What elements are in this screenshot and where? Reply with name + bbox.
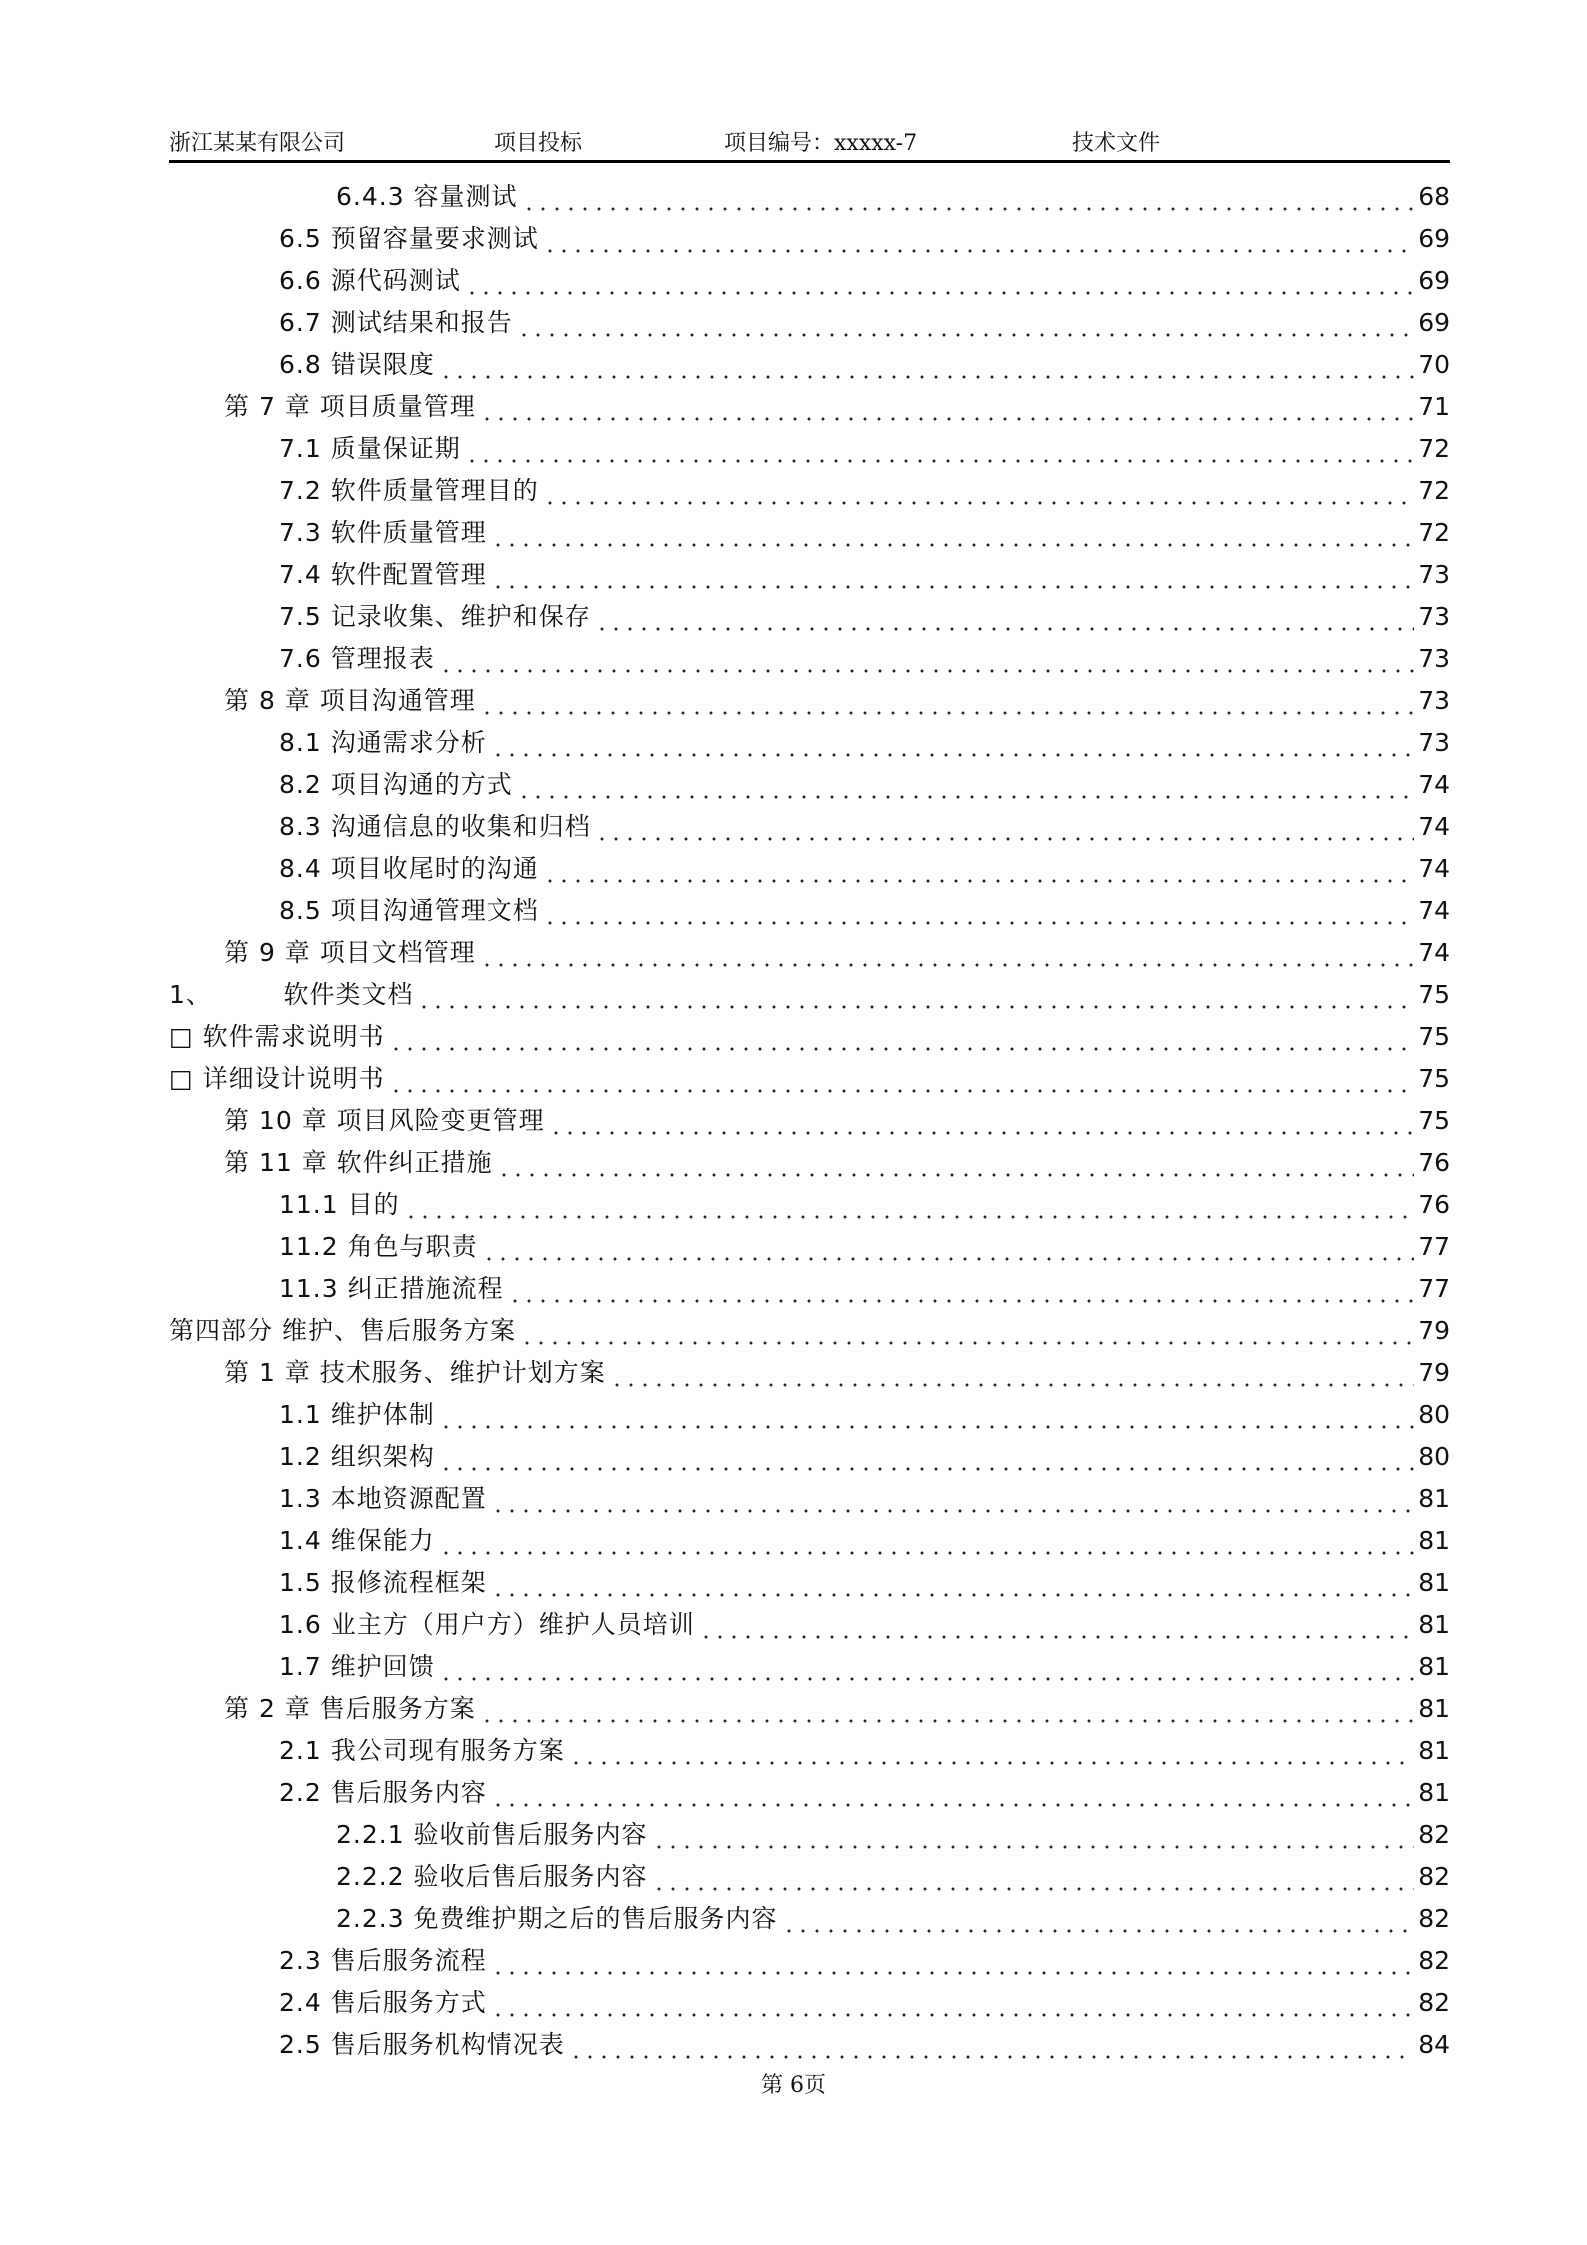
- toc-entry-title: 2.2 售后服务内容: [279, 1778, 487, 1807]
- dot-leader: [389, 1021, 1415, 1051]
- header-project: 项目投标: [494, 131, 583, 156]
- dot-leader: [480, 937, 1414, 967]
- toc-entry-page: 82: [1418, 1904, 1450, 1933]
- toc-entry[interactable]: [169, 1814, 1450, 1856]
- toc-entry[interactable]: [169, 218, 1450, 260]
- dot-leader: [595, 811, 1414, 841]
- toc-entry-title: 第 2 章 售后服务方案: [224, 1694, 476, 1723]
- toc-entry-title: 1.1 维护体制: [279, 1400, 435, 1429]
- toc-entry[interactable]: [169, 470, 1450, 512]
- toc-entry[interactable]: [169, 1478, 1450, 1520]
- toc-entry-title: 7.2 软件质量管理目的: [279, 476, 539, 505]
- toc-entry-page: 81: [1418, 1736, 1450, 1765]
- toc-entry[interactable]: [169, 1940, 1450, 1982]
- toc-entry[interactable]: [169, 1520, 1450, 1562]
- toc-entry-title: 第四部分 维护、售后服务方案: [169, 1316, 516, 1345]
- toc-entry[interactable]: [169, 176, 1450, 218]
- toc-entry[interactable]: [169, 1226, 1450, 1268]
- toc-entry-title: 1.3 本地资源配置: [279, 1484, 487, 1513]
- toc-entry-title: 8.4 项目收尾时的沟通: [279, 854, 539, 883]
- toc-entry-title: 2.4 售后服务方式: [279, 1988, 487, 2017]
- toc-entry[interactable]: [169, 344, 1450, 386]
- dot-leader: [491, 517, 1414, 547]
- dot-leader: [404, 1189, 1415, 1219]
- toc-entry-page: 82: [1418, 1820, 1450, 1849]
- toc-entry-page: 82: [1418, 1862, 1450, 1891]
- toc-entry-title: 7.4 软件配置管理: [279, 560, 487, 589]
- toc-entry[interactable]: [169, 932, 1450, 974]
- toc-entry-page: 81: [1418, 1610, 1450, 1639]
- dot-leader: [491, 1483, 1414, 1513]
- toc-entry[interactable]: [169, 848, 1450, 890]
- dot-leader: [480, 1693, 1414, 1723]
- toc-entry-title: 11.3 纠正措施流程: [279, 1274, 504, 1303]
- toc-entry[interactable]: [169, 1856, 1450, 1898]
- toc-entry-title: 2.1 我公司现有服务方案: [279, 1736, 565, 1765]
- toc-entry[interactable]: [169, 722, 1450, 764]
- dot-leader: [522, 181, 1415, 211]
- toc-entry-page: 74: [1418, 896, 1450, 925]
- page-header: [169, 124, 1450, 160]
- toc-entry[interactable]: [169, 1394, 1450, 1436]
- toc-entry-page: 82: [1418, 1946, 1450, 1975]
- toc-entry[interactable]: [169, 1898, 1450, 1940]
- dot-leader: [491, 727, 1414, 757]
- toc-entry-title: 8.2 项目沟通的方式: [279, 770, 513, 799]
- toc-entry[interactable]: [169, 680, 1450, 722]
- dot-leader: [569, 2029, 1414, 2059]
- toc-entry[interactable]: [169, 428, 1450, 470]
- toc-entry-page: 74: [1418, 770, 1450, 799]
- header-project-code: 项目编号：xxxxx-7: [724, 131, 918, 156]
- toc-entry-title: 1.4 维保能力: [279, 1526, 435, 1555]
- toc-entry-title: 8.3 沟通信息的收集和归档: [279, 812, 591, 841]
- dot-leader: [520, 1315, 1414, 1345]
- toc-entry-page: 73: [1418, 644, 1450, 673]
- toc-entry-title: 8.5 项目沟通管理文档: [279, 896, 539, 925]
- toc-entry[interactable]: [169, 806, 1450, 848]
- dot-leader: [439, 643, 1414, 673]
- toc-entry-page: 72: [1418, 518, 1450, 547]
- dot-leader: [652, 1819, 1415, 1849]
- toc-entry-page: 81: [1418, 1484, 1450, 1513]
- toc-entry[interactable]: [169, 1562, 1450, 1604]
- toc-entry[interactable]: [169, 1646, 1450, 1688]
- toc-entry-title: 第 1 章 技术服务、维护计划方案: [224, 1358, 606, 1387]
- toc-entry[interactable]: [169, 302, 1450, 344]
- toc-entry-title: 第 8 章 项目沟通管理: [224, 686, 476, 715]
- toc-entry[interactable]: [169, 596, 1450, 638]
- toc-entry-title: 1.6 业主方（用户方）维护人员培训: [279, 1610, 695, 1639]
- toc-entry-page: 75: [1418, 1106, 1450, 1135]
- dot-leader: [439, 1525, 1414, 1555]
- toc-entry-page: 72: [1418, 434, 1450, 463]
- toc-entry[interactable]: [169, 1688, 1450, 1730]
- toc-entry-page: 76: [1418, 1148, 1450, 1177]
- toc-entry-page: 69: [1418, 308, 1450, 337]
- toc-entry-title: 第 7 章 项目质量管理: [224, 392, 476, 421]
- toc-entry[interactable]: [169, 1772, 1450, 1814]
- toc-entry-title: □ 软件需求说明书: [169, 1022, 385, 1051]
- toc-entry-page: 79: [1418, 1358, 1450, 1387]
- toc-entry-page: 81: [1418, 1778, 1450, 1807]
- toc-entry-page: 73: [1418, 602, 1450, 631]
- toc-entry-page: 69: [1418, 266, 1450, 295]
- toc-entry-title: 1.2 组织架构: [279, 1442, 435, 1471]
- dot-leader: [543, 223, 1414, 253]
- dot-leader: [569, 1735, 1414, 1765]
- dot-leader: [465, 265, 1414, 295]
- toc-entry-title: 11.2 角色与职责: [279, 1232, 478, 1261]
- toc-entry-title: 2.5 售后服务机构情况表: [279, 2030, 565, 2059]
- toc-entry-title: 2.2.2 验收后售后服务内容: [336, 1862, 648, 1891]
- dot-leader: [465, 433, 1414, 463]
- toc-entry-page: 69: [1418, 224, 1450, 253]
- toc-entry[interactable]: [169, 2024, 1450, 2066]
- toc-entry[interactable]: [169, 1310, 1450, 1352]
- toc-entry-page: 81: [1418, 1694, 1450, 1723]
- dot-leader: [439, 1399, 1414, 1429]
- dot-leader: [480, 391, 1414, 421]
- toc-entry[interactable]: [169, 554, 1450, 596]
- dot-leader: [491, 1987, 1414, 2017]
- dot-leader: [595, 601, 1414, 631]
- dot-leader: [439, 1441, 1414, 1471]
- toc-entry[interactable]: [169, 512, 1450, 554]
- dot-leader: [417, 979, 1414, 1009]
- toc-entry[interactable]: [169, 1352, 1450, 1394]
- dot-leader: [491, 559, 1414, 589]
- toc-entry-title: 第 11 章 软件纠正措施: [224, 1148, 493, 1177]
- toc-entry-title: 7.5 记录收集、维护和保存: [279, 602, 591, 631]
- toc-entry[interactable]: [169, 1142, 1450, 1184]
- toc-entry-title: 1、 软件类文档: [169, 980, 414, 1009]
- toc-entry-title: 7.6 管理报表: [279, 644, 435, 673]
- page-number: 第 6页: [761, 2073, 826, 2098]
- toc-entry-page: 75: [1418, 1064, 1450, 1093]
- toc-entry-title: 6.5 预留容量要求测试: [279, 224, 539, 253]
- toc-entry-page: 70: [1418, 350, 1450, 379]
- dot-leader: [482, 1231, 1415, 1261]
- toc-entry[interactable]: [169, 1100, 1450, 1142]
- toc-entry-title: 2.2.1 验收前售后服务内容: [336, 1820, 648, 1849]
- dot-leader: [439, 349, 1414, 379]
- dot-leader: [491, 1945, 1414, 1975]
- dot-leader: [543, 475, 1414, 505]
- dot-leader: [491, 1567, 1414, 1597]
- toc-entry-title: 6.6 源代码测试: [279, 266, 461, 295]
- toc-entry[interactable]: [169, 1730, 1450, 1772]
- toc-entry-page: 77: [1418, 1274, 1450, 1303]
- toc-entry-title: 6.4.3 容量测试: [336, 182, 518, 211]
- toc-entry[interactable]: [169, 260, 1450, 302]
- dot-leader: [610, 1357, 1414, 1387]
- dot-leader: [517, 307, 1414, 337]
- toc-entry-page: 68: [1418, 182, 1450, 211]
- toc-entry-page: 75: [1418, 1022, 1450, 1051]
- dot-leader: [439, 1651, 1414, 1681]
- toc-entry[interactable]: [169, 1184, 1450, 1226]
- toc-entry-page: 81: [1418, 1568, 1450, 1597]
- toc-entry[interactable]: [169, 890, 1450, 932]
- toc-entry[interactable]: [169, 386, 1450, 428]
- header-doc-type: 技术文件: [1072, 131, 1161, 156]
- toc-entry-title: 6.8 错误限度: [279, 350, 435, 379]
- dot-leader: [782, 1903, 1415, 1933]
- toc-entry[interactable]: [169, 1982, 1450, 2024]
- table-of-contents: [169, 176, 1450, 2066]
- toc-entry-page: 73: [1418, 686, 1450, 715]
- toc-entry-page: 82: [1418, 1988, 1450, 2017]
- toc-entry-page: 80: [1418, 1442, 1450, 1471]
- toc-entry-page: 77: [1418, 1232, 1450, 1261]
- toc-entry-page: 79: [1418, 1316, 1450, 1345]
- toc-entry-title: 7.3 软件质量管理: [279, 518, 487, 547]
- dot-leader: [389, 1063, 1415, 1093]
- dot-leader: [549, 1105, 1415, 1135]
- toc-entry-title: 1.5 报修流程框架: [279, 1568, 487, 1597]
- toc-entry-page: 72: [1418, 476, 1450, 505]
- header-rule: [169, 160, 1450, 163]
- toc-entry[interactable]: [169, 974, 1450, 1016]
- toc-entry-page: 76: [1418, 1190, 1450, 1219]
- dot-leader: [508, 1273, 1415, 1303]
- toc-entry-page: 71: [1418, 392, 1450, 421]
- toc-entry[interactable]: [169, 1058, 1450, 1100]
- dot-leader: [491, 1777, 1414, 1807]
- toc-entry-title: 8.1 沟通需求分析: [279, 728, 487, 757]
- toc-entry-title: 第 10 章 项目风险变更管理: [224, 1106, 545, 1135]
- toc-entry[interactable]: [169, 1604, 1450, 1646]
- toc-entry-page: 80: [1418, 1400, 1450, 1429]
- dot-leader: [497, 1147, 1415, 1177]
- toc-entry-title: 11.1 目的: [279, 1190, 400, 1219]
- toc-entry-title: 7.1 质量保证期: [279, 434, 461, 463]
- dot-leader: [543, 853, 1414, 883]
- dot-leader: [543, 895, 1414, 925]
- dot-leader: [480, 685, 1414, 715]
- toc-entry-page: 73: [1418, 560, 1450, 589]
- toc-entry-title: 6.7 测试结果和报告: [279, 308, 513, 337]
- toc-entry[interactable]: [169, 764, 1450, 806]
- dot-leader: [652, 1861, 1415, 1891]
- toc-entry-page: 81: [1418, 1526, 1450, 1555]
- toc-entry-title: □ 详细设计说明书: [169, 1064, 385, 1093]
- toc-entry-title: 2.3 售后服务流程: [279, 1946, 487, 1975]
- toc-entry-title: 第 9 章 项目文档管理: [224, 938, 476, 967]
- toc-entry-title: 2.2.3 免费维护期之后的售后服务内容: [336, 1904, 778, 1933]
- toc-entry-page: 84: [1418, 2030, 1450, 2059]
- toc-entry[interactable]: [169, 1268, 1450, 1310]
- toc-entry[interactable]: [169, 1016, 1450, 1058]
- toc-entry-page: 74: [1418, 812, 1450, 841]
- dot-leader: [517, 769, 1414, 799]
- toc-entry[interactable]: [169, 638, 1450, 680]
- toc-entry-title: 1.7 维护回馈: [279, 1652, 435, 1681]
- toc-entry-page: 81: [1418, 1652, 1450, 1681]
- toc-entry[interactable]: [169, 1436, 1450, 1478]
- toc-entry-page: 74: [1418, 938, 1450, 967]
- toc-entry-page: 75: [1418, 980, 1450, 1009]
- toc-entry-page: 73: [1418, 728, 1450, 757]
- dot-leader: [699, 1609, 1414, 1639]
- toc-entry-page: 74: [1418, 854, 1450, 883]
- header-company: 浙江某某有限公司: [169, 131, 346, 156]
